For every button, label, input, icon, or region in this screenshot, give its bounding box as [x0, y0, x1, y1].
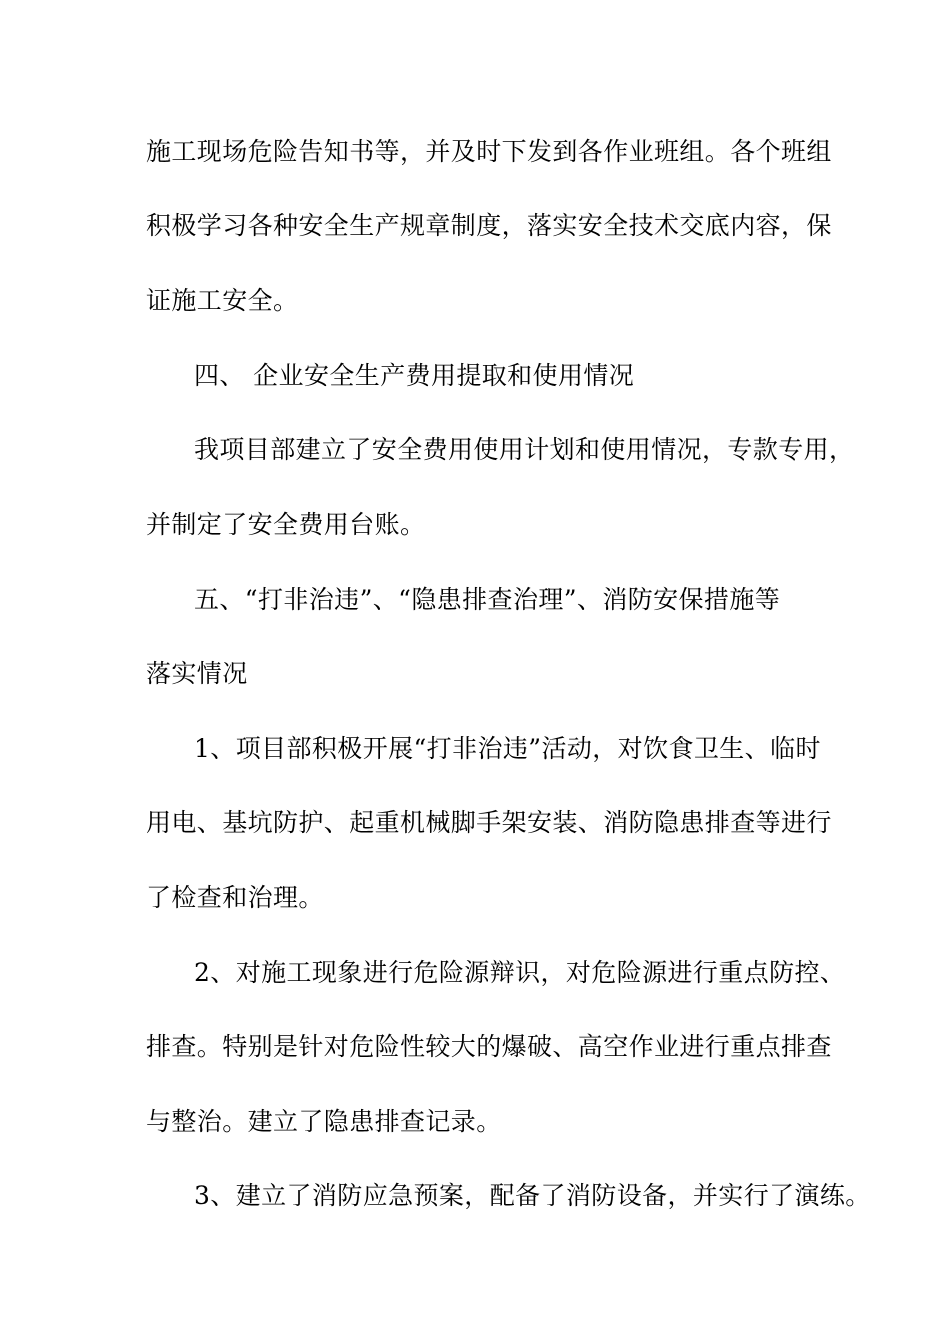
section-heading-5-cont: 落实情况: [146, 659, 248, 688]
list-item-1-cont-1: 用电、基坑防护、起重机械脚手架安装、消防隐患排查等进行: [146, 808, 832, 837]
list-item-1-cont-2: 了检查和治理。: [146, 883, 324, 912]
section-heading-4: 四、 企业安全生产费用提取和使用情况: [194, 361, 635, 390]
paragraph-line-1: 施工现场危险告知书等，并及时下发到各作业班组。各个班组: [146, 137, 832, 166]
section-heading-5: 五、“打非治违”、“隐患排查治理”、消防安保措施等: [194, 585, 781, 614]
list-item-2-cont-2: 与整治。建立了隐患排查记录。: [146, 1107, 502, 1136]
paragraph-line-6: 并制定了安全费用台账。: [146, 510, 426, 539]
paragraph-line-3: 证施工安全。: [146, 286, 299, 315]
list-item-2: 2、对施工现象进行危险源辩识，对危险源进行重点防控、: [194, 958, 846, 987]
list-item-3: 3、建立了消防应急预案，配备了消防设备，并实行了演练。: [194, 1181, 871, 1210]
list-item-2-cont-1: 排查。特别是针对危险性较大的爆破、高空作业进行重点排查: [146, 1032, 832, 1061]
list-item-1: 1、项目部积极开展“打非治违”活动，对饮食卫生、临时: [194, 734, 821, 763]
paragraph-line-2: 积极学习各种安全生产规章制度，落实安全技术交底内容，保: [146, 211, 832, 240]
paragraph-line-5: 我项目部建立了安全费用使用计划和使用情况，专款专用，: [194, 435, 855, 464]
